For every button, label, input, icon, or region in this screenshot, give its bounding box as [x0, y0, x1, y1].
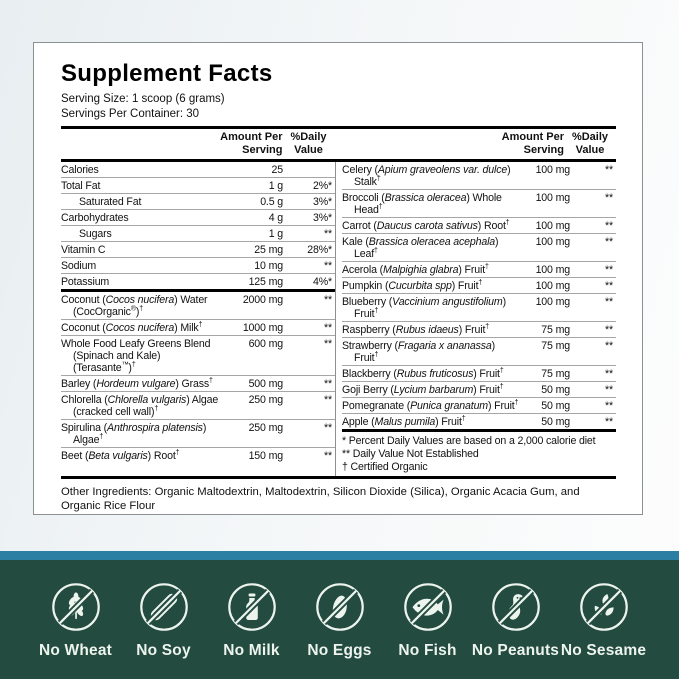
- ingredient-name: Strawberry (Fragaria x ananassa) Fruit†: [342, 339, 496, 364]
- badge-label: No Sesame: [560, 642, 647, 659]
- amount-cell: 75 mg: [541, 323, 570, 336]
- daily-value-cell: **: [605, 415, 613, 428]
- amount-cell: 500 mg: [248, 377, 283, 390]
- daily-value-cell: **: [605, 163, 613, 176]
- soy-badge: [120, 582, 208, 679]
- ingredient-row: [342, 162, 616, 189]
- supplement-facts-title: Supplement Facts: [61, 60, 273, 87]
- allergen-band: [0, 560, 679, 679]
- ingredient-row: [342, 381, 616, 397]
- servings-per-container: Servings Per Container: 30: [61, 107, 200, 120]
- daily-value-cell: **: [324, 377, 332, 390]
- amount-cell: 100 mg: [535, 279, 570, 292]
- daily-value-cell: **: [605, 191, 613, 204]
- ingredient-row: [342, 233, 616, 261]
- daily-value-cell: **: [324, 393, 332, 406]
- amount-cell: 1 g: [268, 179, 283, 192]
- eggs-icon: [315, 582, 365, 632]
- amount-cell: 250 mg: [248, 421, 283, 434]
- amount-cell: 100 mg: [535, 191, 570, 204]
- ingredient-row: [61, 335, 335, 375]
- daily-value-header: %Daily Value: [571, 131, 609, 156]
- amount-cell: 25 mg: [254, 243, 283, 256]
- botanicals-section-left: [61, 292, 335, 463]
- ingredient-name: Whole Food Leafy Greens Blend (Spinach and Kale) (Terasante™)†: [61, 337, 211, 374]
- ingredient-name: Blackberry (Rubus fruticosus) Fruit†: [342, 366, 504, 380]
- ingredient-name: Blueberry (Vaccinium angustifolium) Fruit†: [342, 295, 506, 320]
- right-column: [335, 162, 616, 476]
- wheat-icon: [51, 582, 101, 632]
- ingredient-name: Carrot (Daucus carota sativus) Root†: [342, 218, 510, 232]
- badge-label: No Eggs: [307, 642, 372, 659]
- other-ingredients: Other Ingredients: Organic Maltodextrin, Maltodextrin, Silicon Dioxide (Silica), Organic Acacia Gum, and Organic Rice Flour: [61, 486, 580, 512]
- ingredient-row: [61, 225, 335, 241]
- ingredient-name: Kale (Brassica oleracea acephala) Leaf†: [342, 235, 499, 260]
- peanuts-badge: [472, 582, 560, 679]
- badge-label: No Fish: [398, 642, 457, 659]
- daily-value-cell: **: [324, 293, 332, 306]
- amount-cell: 2000 mg: [242, 293, 283, 306]
- ingredient-row: [342, 413, 616, 429]
- ingredient-name: Vitamin C: [61, 243, 106, 256]
- eggs-badge: [296, 582, 384, 679]
- daily-value-cell: **: [605, 323, 613, 336]
- footnote-line: * Percent Daily Values are based on a 2,000 calorie diet: [342, 435, 596, 447]
- milk-badge: [208, 582, 296, 679]
- fish-badge: [384, 582, 472, 679]
- ingredient-name: Acerola (Malpighia glabra) Fruit†: [342, 262, 489, 276]
- ingredient-name: Spirulina (Anthrospira platensis) Algae†: [61, 421, 207, 446]
- right-column-header: [335, 129, 617, 159]
- ingredient-name: Beet (Beta vulgaris) Root†: [61, 448, 180, 462]
- fish-icon: [403, 582, 453, 632]
- amount-cell: 100 mg: [535, 263, 570, 276]
- daily-value-cell: **: [324, 321, 332, 334]
- ingredient-name: Calories: [61, 163, 99, 176]
- amount-cell: 4 g: [268, 211, 283, 224]
- table-bottom-rule: [61, 476, 616, 479]
- amount-cell: 25: [271, 163, 283, 176]
- amount-cell: 100 mg: [535, 219, 570, 232]
- ingredient-row: [342, 365, 616, 381]
- amount-per-serving-header: Amount Per Serving: [501, 131, 564, 156]
- ingredient-row: [61, 209, 335, 225]
- milk-icon: [227, 582, 277, 632]
- ingredient-name: Sodium: [61, 259, 97, 272]
- ingredient-row: [342, 261, 616, 277]
- daily-value-cell: **: [605, 367, 613, 380]
- ingredient-name: Saturated Fat: [79, 195, 142, 208]
- amount-cell: 1000 mg: [242, 321, 283, 334]
- ingredient-row: [342, 337, 616, 365]
- footnote-line: ** Daily Value Not Established: [342, 448, 479, 460]
- amount-cell: 100 mg: [535, 235, 570, 248]
- amount-cell: 10 mg: [254, 259, 283, 272]
- amount-cell: 600 mg: [248, 337, 283, 350]
- daily-value-cell: **: [324, 259, 332, 272]
- sesame-icon: [579, 582, 629, 632]
- ingredient-name: Carbohydrates: [61, 211, 129, 224]
- daily-value-cell: **: [605, 263, 613, 276]
- ingredient-row: [61, 193, 335, 209]
- ingredient-row: [61, 375, 335, 391]
- ingredient-name: Chlorella (Chlorella vulgaris) Algae (cracked cell wall)†: [61, 393, 219, 418]
- badge-label: No Soy: [136, 642, 191, 659]
- footnotes: [342, 432, 616, 476]
- daily-value-cell: **: [324, 449, 332, 462]
- ingredient-name: Pumpkin (Cucurbita spp) Fruit†: [342, 278, 483, 292]
- ingredient-row: [342, 397, 616, 413]
- daily-value-cell: **: [324, 421, 332, 434]
- amount-cell: 0.5 g: [260, 195, 283, 208]
- daily-value-cell: 3%*: [313, 195, 332, 208]
- left-column-header: [61, 129, 335, 159]
- ingredient-row: [61, 273, 335, 289]
- ingredient-name: Sugars: [79, 227, 112, 240]
- amount-per-serving-header: Amount Per Serving: [220, 131, 283, 156]
- amount-cell: 50 mg: [541, 399, 570, 412]
- daily-value-cell: **: [605, 399, 613, 412]
- daily-value-cell: 4%*: [313, 275, 332, 288]
- peanuts-icon: [491, 582, 541, 632]
- ingredient-name: Apple (Malus pumila) Fruit†: [342, 414, 466, 428]
- badge-label: No Milk: [223, 642, 280, 659]
- ingredient-row: [342, 293, 616, 321]
- ingredient-name: Pomegranate (Punica granatum) Fruit†: [342, 398, 519, 412]
- amount-cell: 75 mg: [541, 339, 570, 352]
- botanicals-section-right: [342, 162, 616, 429]
- ingredient-row: [342, 321, 616, 337]
- daily-value-cell: **: [324, 337, 332, 350]
- ingredient-row: [61, 162, 335, 177]
- amount-cell: 50 mg: [541, 383, 570, 396]
- ingredient-row: [61, 257, 335, 273]
- soy-icon: [139, 582, 189, 632]
- ingredient-row: [342, 277, 616, 293]
- sesame-badge: [560, 582, 648, 679]
- ingredient-row: [61, 447, 335, 463]
- badge-label: No Wheat: [38, 642, 113, 659]
- daily-value-cell: 2%*: [313, 179, 332, 192]
- ingredient-name: Raspberry (Rubus idaeus) Fruit†: [342, 322, 490, 336]
- amount-cell: 100 mg: [535, 295, 570, 308]
- daily-value-cell: **: [324, 227, 332, 240]
- daily-value-cell: **: [605, 339, 613, 352]
- badge-label: No Peanuts: [471, 642, 560, 659]
- ingredient-name: Coconut (Cocos nucifera) Water (CocOrganic®)†: [61, 293, 208, 318]
- ingredient-name: Barley (Hordeum vulgare) Grass†: [61, 376, 213, 390]
- ingredient-row: [61, 419, 335, 447]
- left-column: [61, 162, 335, 476]
- daily-value-cell: **: [605, 295, 613, 308]
- daily-value-cell: 28%*: [307, 243, 332, 256]
- daily-value-cell: **: [605, 279, 613, 292]
- ingredient-row: [61, 241, 335, 257]
- ingredient-name: Broccoli (Brassica oleracea) Whole Head†: [342, 191, 502, 216]
- daily-value-cell: **: [605, 235, 613, 248]
- ingredient-row: [61, 292, 335, 319]
- column-headers: [61, 129, 616, 159]
- wheat-badge: [32, 582, 120, 679]
- amount-cell: 150 mg: [248, 449, 283, 462]
- nutrients-section: [61, 162, 335, 289]
- ingredient-name: Celery (Apium graveolens var. dulce) Stalk†: [342, 163, 511, 188]
- daily-value-cell: **: [605, 219, 613, 232]
- ingredient-row: [61, 319, 335, 335]
- ingredient-name: Goji Berry (Lycium barbarum) Fruit†: [342, 382, 504, 396]
- amount-cell: 50 mg: [541, 415, 570, 428]
- serving-size: Serving Size: 1 scoop (6 grams): [61, 93, 225, 105]
- ingredient-row: [61, 391, 335, 419]
- facts-table: [61, 162, 616, 476]
- amount-cell: 75 mg: [541, 367, 570, 380]
- ingredient-row: [61, 177, 335, 193]
- daily-value-cell: 3%*: [313, 211, 332, 224]
- daily-value-cell: **: [605, 383, 613, 396]
- amount-cell: 125 mg: [248, 275, 283, 288]
- ingredient-name: Coconut (Cocos nucifera) Milk†: [61, 320, 203, 334]
- ingredient-name: Total Fat: [61, 179, 101, 192]
- amount-cell: 250 mg: [248, 393, 283, 406]
- supplement-facts-panel: [33, 42, 643, 515]
- accent-stripe: [0, 551, 679, 560]
- daily-value-header: %Daily Value: [290, 131, 327, 156]
- ingredient-row: [342, 217, 616, 233]
- amount-cell: 1 g: [268, 227, 283, 240]
- ingredient-name: Potassium: [61, 275, 110, 288]
- footnote-line: † Certified Organic: [342, 461, 428, 473]
- amount-cell: 100 mg: [535, 163, 570, 176]
- ingredient-row: [342, 189, 616, 217]
